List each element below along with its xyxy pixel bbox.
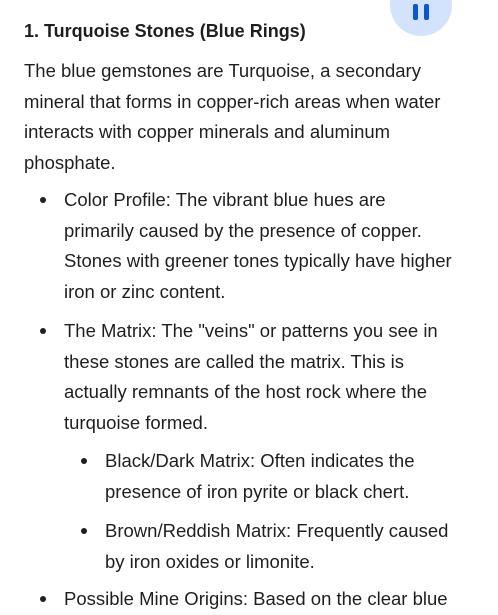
bullet-dot xyxy=(40,197,46,203)
bullet-line: The Matrix: The "veins" or patterns you see in xyxy=(64,320,438,341)
intro-line: interacts with copper minerals and aluminum xyxy=(24,121,391,142)
bullet-dot xyxy=(81,458,87,464)
bullet-line: these stones are called the matrix. This is xyxy=(64,350,405,372)
bullet-dot xyxy=(81,528,87,534)
bullet-matrix xyxy=(64,316,494,438)
pause-button[interactable] xyxy=(390,0,452,36)
bullet-line: iron or zinc content. xyxy=(64,280,226,302)
intro-line: phosphate. xyxy=(24,151,116,173)
bullet-line: Color Profile: The vibrant blue hues are xyxy=(64,189,386,210)
bullet-color-profile xyxy=(64,185,494,307)
pause-icon xyxy=(413,4,429,20)
bullet-line: Brown/Reddish Matrix: Frequently caused xyxy=(105,520,449,541)
bullet-line: primarily caused by the presence of copper. xyxy=(64,219,422,241)
intro-line: mineral that forms in copper-rich areas when water xyxy=(24,90,441,112)
bullet-line: actually remnants of the host rock where the xyxy=(64,381,427,402)
bullet-line: turquoise formed. xyxy=(64,411,208,433)
sub-bullet-brown-matrix xyxy=(105,516,495,577)
bullet-mine-origins xyxy=(64,584,494,615)
intro-paragraph xyxy=(24,56,474,178)
bullet-line: Stones with greener tones typically have higher xyxy=(64,250,452,271)
sub-bullet-black-matrix xyxy=(105,446,495,507)
bullet-line: by iron oxides or limonite. xyxy=(105,550,315,572)
bullet-line: Possible Mine Origins: Based on the clear blue xyxy=(64,588,448,609)
bullet-line: Black/Dark Matrix: Often indicates the xyxy=(105,450,415,471)
bullet-dot xyxy=(40,328,46,334)
intro-line: The blue gemstones are Turquoise, a secondary xyxy=(24,60,421,81)
bullet-dot xyxy=(40,596,46,602)
bullet-line: presence of iron pyrite or black chert. xyxy=(105,480,410,502)
section-heading: 1. Turquoise Stones (Blue Rings) xyxy=(24,21,306,41)
